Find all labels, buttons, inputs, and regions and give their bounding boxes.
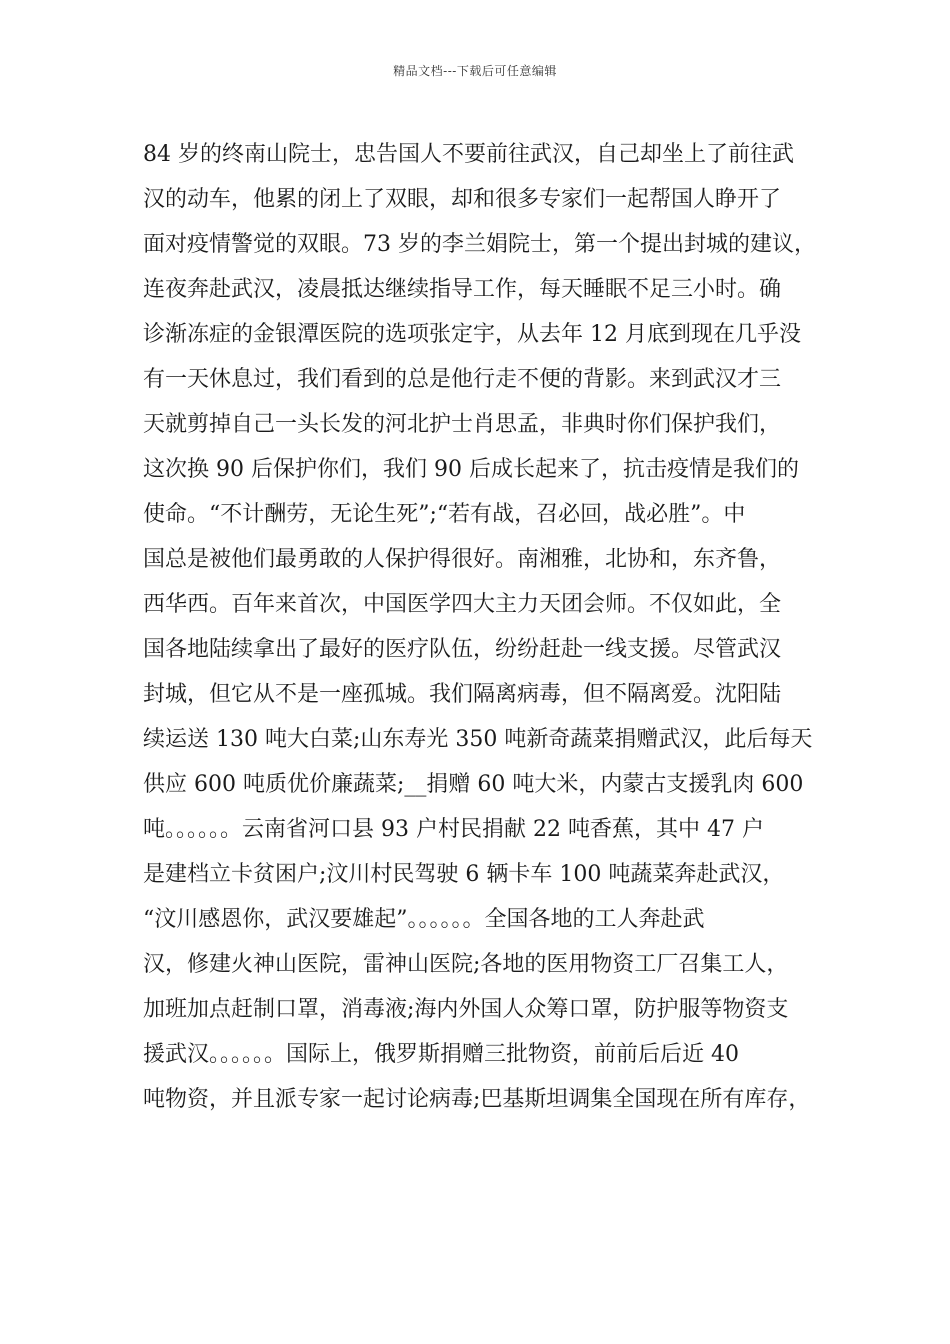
body-text <box>143 132 815 1122</box>
text-line: 供应 600 吨质优价廉蔬菜;__捐赠 60 吨大米，内蒙古支援乳肉 600 <box>143 772 804 797</box>
text-line: 吨物资，并且派专家一起讨论病毒;巴基斯坦调集全国现在所有库存， <box>143 1087 811 1112</box>
text-line: 封城，但它从不是一座孤城。我们隔离病毒，但不隔离爱。沈阳陆 <box>143 682 782 707</box>
text-line: 吨。。。。。。云南省河口县 93 户村民捐献 22 吨香蕉，其中 47 户 <box>143 817 764 842</box>
text-line: 汉的动车，他累的闭上了双眼，却和很多专家们一起帮国人睁开了 <box>143 187 782 212</box>
text-line: 面对疫情警觉的双眼。73 岁的李兰娟院士，第一个提出封城的建议， <box>143 232 816 257</box>
text-line: 加班加点赶制口罩，消毒液;海内外国人众筹口罩，防护服等物资支 <box>143 997 789 1022</box>
text-line: 诊渐冻症的金银潭医院的选项张定宇，从去年 12 月底到现在几乎没 <box>143 322 801 347</box>
text-line: 84 岁的终南山院士，忠告国人不要前往武汉，自己却坐上了前往武 <box>143 142 794 167</box>
text-line: 援武汉。。。。。。国际上，俄罗斯捐赠三批物资，前前后后近 40 <box>143 1042 739 1067</box>
page-header: 精品文档---下载后可任意编辑 <box>393 64 557 78</box>
text-line: 汉，修建火神山医院，雷神山医院;各地的医用物资工厂召集工人， <box>143 952 789 977</box>
text-line: 这次换 90 后保护你们，我们 90 后成长起来了，抗击疫情是我们的 <box>143 457 799 482</box>
text-line: 续运送 130 吨大白菜;山东寿光 350 吨新奇蔬菜捐赠武汉，此后每天 <box>143 727 813 752</box>
text-line: 是建档立卡贫困户;汶川村民驾驶 6 辆卡车 100 吨蔬菜奔赴武汉， <box>143 862 785 887</box>
text-line: 西华西。百年来首次，中国医学四大主力天团会师。不仅如此，全 <box>143 592 782 617</box>
text-line: 天就剪掉自己一头长发的河北护士肖思孟，非典时你们保护我们， <box>143 412 782 437</box>
text-line: 国各地陆续拿出了最好的医疗队伍，纷纷赶赴一线支援。尽管武汉 <box>143 637 782 662</box>
text-line: 连夜奔赴武汉，凌晨抵达继续指导工作，每天睡眠不足三小时。确 <box>143 277 782 302</box>
text-line: 有一天休息过，我们看到的总是他行走不便的背影。来到武汉才三 <box>143 367 782 392</box>
text-line: 使命。“不计酬劳，无论生死”;“若有战，召必回，战必胜”。中 <box>143 502 746 527</box>
text-line: “汶川感恩你，武汉要雄起”。。。。。。全国各地的工人奔赴武 <box>143 907 705 932</box>
text-line: 国总是被他们最勇敢的人保护得很好。南湘雅，北协和，东齐鲁， <box>143 547 782 572</box>
